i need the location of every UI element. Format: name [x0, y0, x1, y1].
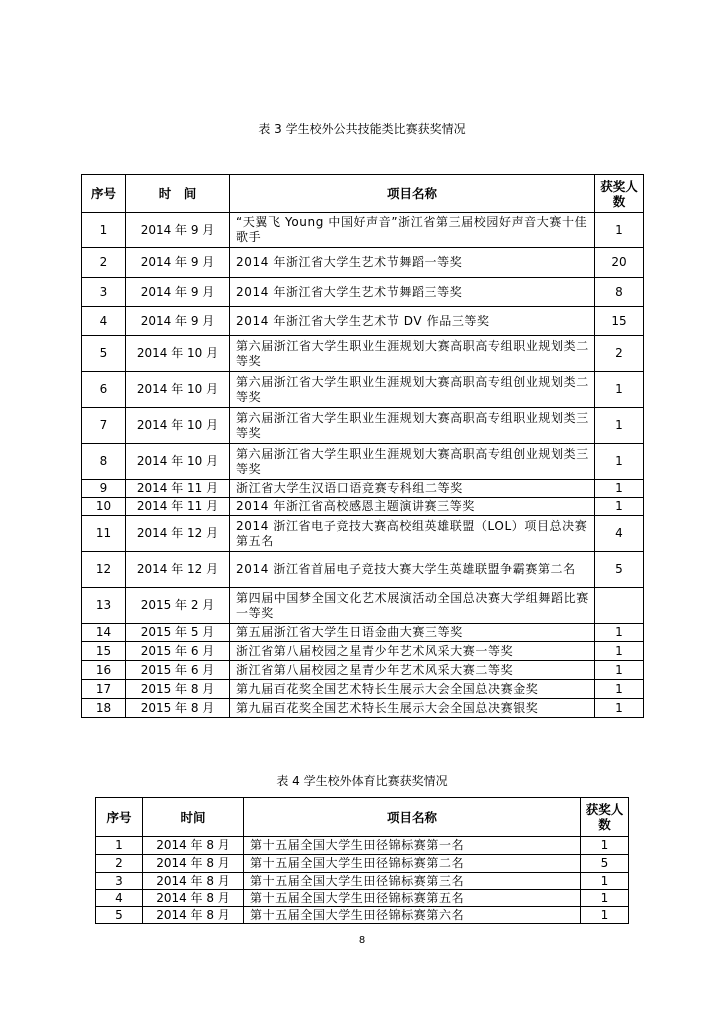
row-number: 11 — [82, 516, 126, 552]
row-date: 2014 年 10 月 — [126, 372, 230, 408]
col-header-count: 获奖人数 — [581, 798, 629, 837]
col-header-project: 项目名称 — [244, 798, 581, 837]
table-row — [82, 624, 644, 642]
row-date: 2014 年 8 月 — [143, 890, 244, 907]
row-number: 16 — [82, 661, 126, 680]
col-header-number: 序号 — [82, 175, 126, 213]
table-row — [82, 552, 644, 588]
row-count: 20 — [595, 248, 644, 278]
row-project-name: 第十五届全国大学生田径锦标赛第五名 — [244, 890, 581, 907]
row-date: 2015 年 6 月 — [126, 642, 230, 661]
row-count: 1 — [595, 661, 644, 680]
row-date: 2014 年 8 月 — [143, 855, 244, 873]
row-project-name: 第六届浙江省大学生职业生涯规划大赛高职高专组职业规划类二等奖 — [230, 336, 595, 372]
table-row — [96, 890, 629, 907]
row-number: 4 — [96, 890, 143, 907]
row-count: 1 — [595, 408, 644, 444]
row-count: 1 — [581, 837, 629, 855]
col-header-project: 项目名称 — [230, 175, 595, 213]
row-date: 2014 年 11 月 — [126, 480, 230, 498]
row-count: 1 — [595, 624, 644, 642]
row-number: 2 — [96, 855, 143, 873]
table-row — [82, 248, 644, 278]
row-date: 2014 年 10 月 — [126, 444, 230, 480]
row-project-name: 第六届浙江省大学生职业生涯规划大赛高职高专组创业规划类二等奖 — [230, 372, 595, 408]
row-project-name: 第九届百花奖全国艺术特长生展示大会全国总决赛银奖 — [230, 699, 595, 718]
row-number: 2 — [82, 248, 126, 278]
row-number: 13 — [82, 588, 126, 624]
row-date: 2014 年 10 月 — [126, 336, 230, 372]
row-number: 1 — [96, 837, 143, 855]
row-project-name: 第六届浙江省大学生职业生涯规划大赛高职高专组创业规划类三等奖 — [230, 444, 595, 480]
row-date: 2014 年 9 月 — [126, 213, 230, 248]
row-count: 1 — [595, 480, 644, 498]
row-number: 3 — [96, 873, 143, 890]
row-count: 1 — [595, 699, 644, 718]
row-project-name: 浙江省第八届校园之星青少年艺术风采大赛二等奖 — [230, 661, 595, 680]
row-project-name: 第四届中国梦全国文化艺术展演活动全国总决赛大学组舞蹈比赛一等奖 — [230, 588, 595, 624]
table3-caption: 表 3 学生校外公共技能类比赛获奖情况 — [258, 122, 466, 136]
row-count: 8 — [595, 278, 644, 307]
row-count: 4 — [595, 516, 644, 552]
row-project-name: “天翼飞 Young 中国好声音”浙江省第三届校园好声音大赛十佳歌手 — [230, 213, 595, 248]
row-project-name: 第五届浙江省大学生日语金曲大赛三等奖 — [230, 624, 595, 642]
table-row — [96, 873, 629, 890]
table-row — [82, 480, 644, 498]
row-project-name: 第九届百花奖全国艺术特长生展示大会全国总决赛金奖 — [230, 680, 595, 699]
row-number: 7 — [82, 408, 126, 444]
table-row — [82, 278, 644, 307]
table4-header-row — [96, 798, 629, 837]
row-count: 5 — [595, 552, 644, 588]
table-row — [82, 680, 644, 699]
table-row — [82, 699, 644, 718]
row-project-name: 浙江省大学生汉语口语竞赛专科组二等奖 — [230, 480, 595, 498]
page-number: 8 — [358, 935, 366, 946]
row-count: 1 — [595, 444, 644, 480]
row-count: 1 — [581, 890, 629, 907]
row-date: 2014 年 12 月 — [126, 552, 230, 588]
row-count: 5 — [581, 855, 629, 873]
row-project-name: 第十五届全国大学生田径锦标赛第六名 — [244, 907, 581, 924]
table-row — [82, 336, 644, 372]
col-header-date: 时间 — [143, 798, 244, 837]
row-date: 2014 年 11 月 — [126, 498, 230, 516]
row-number: 5 — [96, 907, 143, 924]
row-date: 2014 年 9 月 — [126, 278, 230, 307]
table-row — [82, 642, 644, 661]
row-date: 2015 年 8 月 — [126, 680, 230, 699]
row-number: 18 — [82, 699, 126, 718]
row-project-name: 第十五届全国大学生田径锦标赛第一名 — [244, 837, 581, 855]
row-project-name: 第十五届全国大学生田径锦标赛第二名 — [244, 855, 581, 873]
table4-caption: 表 4 学生校外体育比赛获奖情况 — [276, 774, 448, 788]
table3-body — [82, 213, 644, 718]
row-date: 2014 年 8 月 — [143, 837, 244, 855]
row-count: 1 — [581, 907, 629, 924]
row-project-name: 第六届浙江省大学生职业生涯规划大赛高职高专组职业规划类三等奖 — [230, 408, 595, 444]
row-number: 14 — [82, 624, 126, 642]
col-header-date: 时 间 — [126, 175, 230, 213]
row-date: 2015 年 6 月 — [126, 661, 230, 680]
row-project-name: 2014 浙江省首届电子竞技大赛大学生英雄联盟争霸赛第二名 — [230, 552, 595, 588]
row-count: 1 — [595, 680, 644, 699]
row-date: 2014 年 8 月 — [143, 873, 244, 890]
table-row — [96, 907, 629, 924]
row-number: 15 — [82, 642, 126, 661]
row-count: 1 — [581, 873, 629, 890]
row-number: 1 — [82, 213, 126, 248]
row-count: 1 — [595, 372, 644, 408]
table-row — [96, 837, 629, 855]
row-count: 1 — [595, 642, 644, 661]
table-row — [82, 516, 644, 552]
table-row — [82, 498, 644, 516]
table-row — [82, 213, 644, 248]
row-number: 10 — [82, 498, 126, 516]
row-date: 2014 年 10 月 — [126, 408, 230, 444]
row-count: 15 — [595, 307, 644, 336]
table4-body — [96, 837, 629, 924]
table-row — [82, 661, 644, 680]
row-number: 3 — [82, 278, 126, 307]
table-row — [82, 372, 644, 408]
row-project-name: 浙江省第八届校园之星青少年艺术风采大赛一等奖 — [230, 642, 595, 661]
row-date: 2015 年 2 月 — [126, 588, 230, 624]
row-project-name: 第十五届全国大学生田径锦标赛第三名 — [244, 873, 581, 890]
row-count: 1 — [595, 213, 644, 248]
table3-competitions — [81, 174, 644, 718]
col-header-count: 获奖人数 — [595, 175, 644, 213]
row-number: 8 — [82, 444, 126, 480]
row-number: 4 — [82, 307, 126, 336]
row-number: 5 — [82, 336, 126, 372]
row-date: 2014 年 9 月 — [126, 307, 230, 336]
row-date: 2014 年 9 月 — [126, 248, 230, 278]
row-project-name: 2014 浙江省电子竞技大赛高校组英雄联盟（LOL）项目总决赛第五名 — [230, 516, 595, 552]
row-project-name: 2014 年浙江省高校感恩主题演讲赛三等奖 — [230, 498, 595, 516]
table-row — [82, 444, 644, 480]
col-header-number: 序号 — [96, 798, 143, 837]
row-project-name: 2014 年浙江省大学生艺术节舞蹈三等奖 — [230, 278, 595, 307]
row-date: 2015 年 5 月 — [126, 624, 230, 642]
table-row — [82, 307, 644, 336]
table3-header-row — [82, 175, 644, 213]
table-row — [82, 408, 644, 444]
table-row — [82, 588, 644, 624]
row-project-name: 2014 年浙江省大学生艺术节舞蹈一等奖 — [230, 248, 595, 278]
row-number: 12 — [82, 552, 126, 588]
row-date: 2014 年 8 月 — [143, 907, 244, 924]
row-number: 17 — [82, 680, 126, 699]
table-row — [96, 855, 629, 873]
table4-sports — [95, 797, 629, 924]
row-number: 9 — [82, 480, 126, 498]
row-project-name: 2014 年浙江省大学生艺术节 DV 作品三等奖 — [230, 307, 595, 336]
row-date: 2014 年 12 月 — [126, 516, 230, 552]
row-date: 2015 年 8 月 — [126, 699, 230, 718]
row-count — [595, 588, 644, 624]
row-count: 2 — [595, 336, 644, 372]
row-number: 6 — [82, 372, 126, 408]
row-count: 1 — [595, 498, 644, 516]
